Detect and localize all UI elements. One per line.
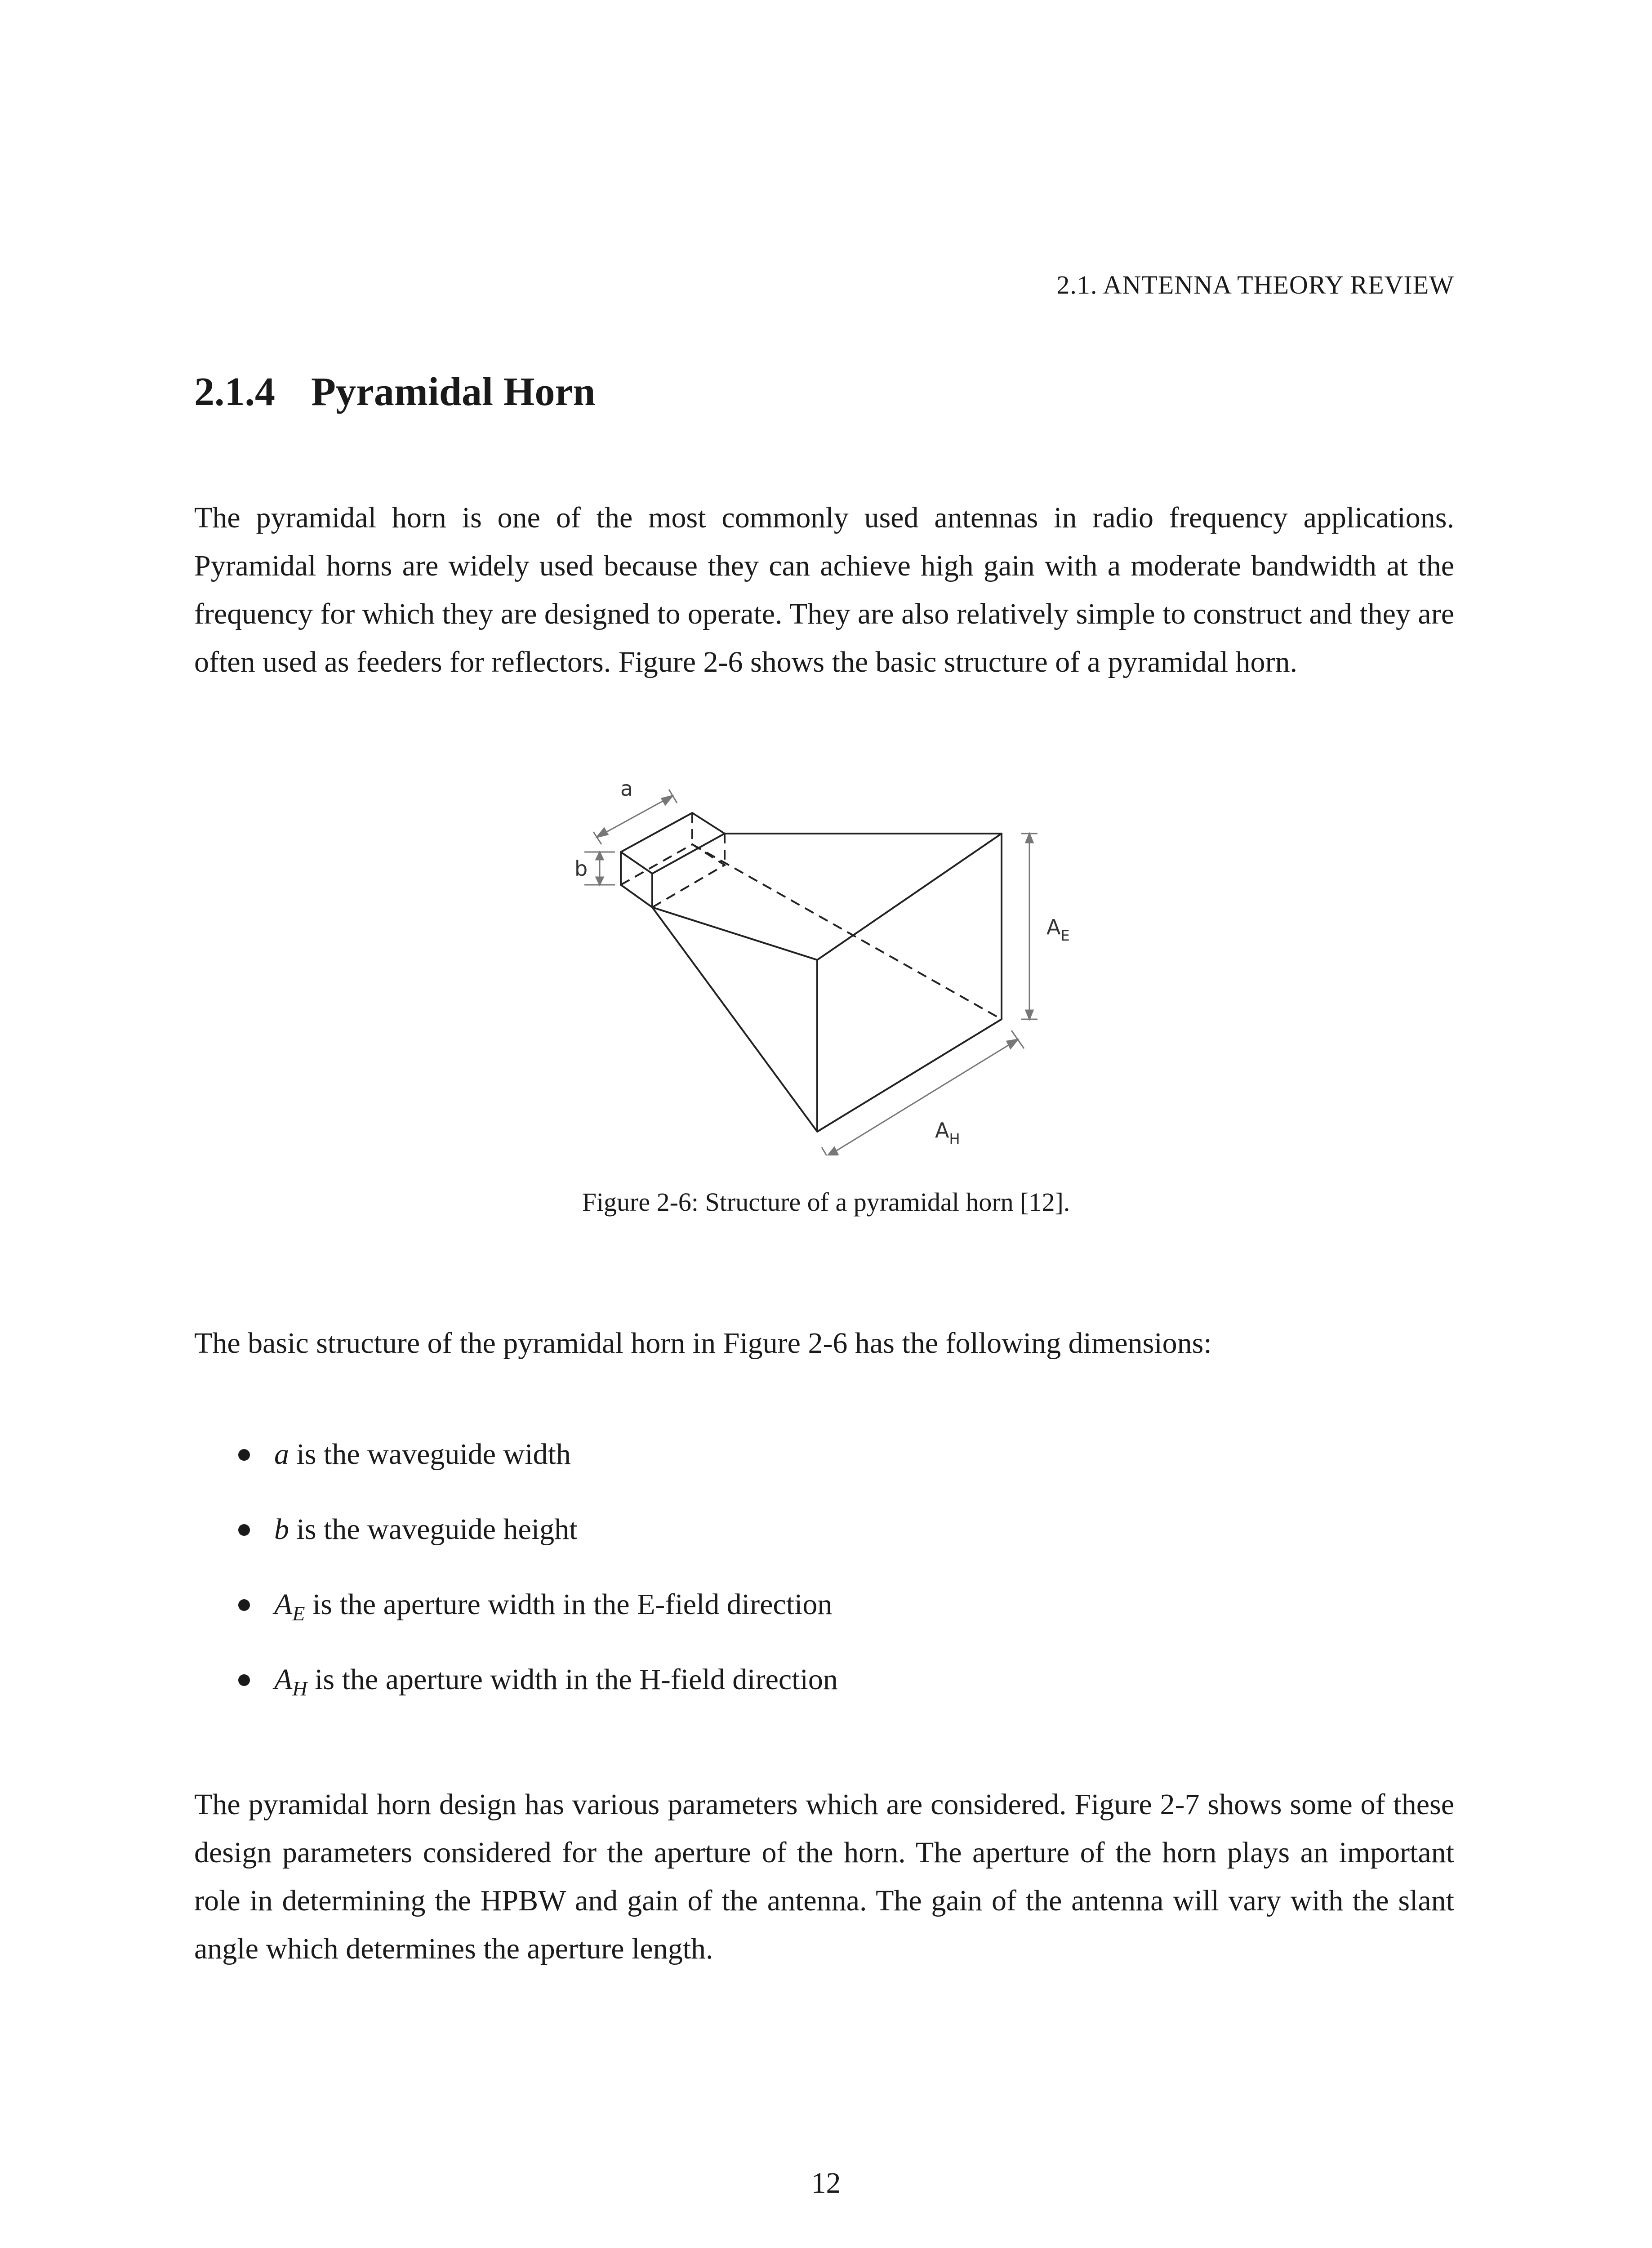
waveguide-outline [621, 813, 725, 907]
dimension-a-line [597, 796, 672, 837]
list-item [238, 1587, 838, 1662]
list-item [238, 1662, 838, 1737]
section-number: 2.1.4 [194, 370, 275, 414]
symbol: a [274, 1438, 289, 1471]
list-item [238, 1512, 838, 1587]
subscript: H [292, 1677, 307, 1700]
symbol: A [274, 1588, 293, 1621]
bullet [238, 1449, 250, 1461]
symbol: A [274, 1663, 293, 1696]
dimension-list [238, 1436, 838, 1737]
horn-outline [652, 834, 1002, 1132]
subscript: E [292, 1602, 305, 1625]
dimension-ae-label: AE [1046, 915, 1070, 944]
item-text: is the aperture width in the E-field direction [305, 1588, 833, 1621]
dimension-b-label: b [574, 856, 588, 881]
running-head: 2.1. ANTENNA THEORY REVIEW [1056, 270, 1454, 299]
symbol: b [274, 1513, 289, 1546]
section-title: Pyramidal Horn [311, 370, 596, 414]
dimension-ah-label: AH [935, 1118, 960, 1147]
intro-paragraph: The pyramidal horn is one of the most commonly used antennas in radio frequency applications. Pyramidal horns are widely used because they can achieve high gain with a moderate bandwidth at the frequency for which they are designed to operate. They are also relatively simple to construct and they are often used as feeders for reflectors. Figure 2-6 shows the basic structure of a pyramidal horn. [194, 501, 1454, 678]
pyramidal-horn-figure [566, 760, 1088, 1155]
bullet [238, 1674, 250, 1686]
page-number: 12 [811, 2167, 841, 2199]
list-item [238, 1436, 838, 1512]
dimension-ah-line [827, 1039, 1018, 1155]
section-heading [194, 369, 595, 415]
dimension-a-label: a [620, 776, 633, 801]
figure-caption: Figure 2-6: Structure of a pyramidal horn [12]. [582, 1187, 1070, 1217]
pyramidal-horn-diagram [566, 760, 1088, 1155]
dimensions-intro-paragraph: The basic structure of the pyramidal horn in Figure 2-6 has the following dimensions: [194, 1327, 1212, 1360]
design-paragraph: The pyramidal horn design has various parameters which are considered. Figure 2-7 shows some of these design parameters considered for the aperture of the horn. The aperture of the horn plays an important role in determining the HPBW and gain of the antenna. The gain of the antenna will vary with the slant angle which determines the aperture length. [194, 1788, 1454, 1965]
item-text: is the waveguide height [289, 1513, 578, 1546]
bullet [238, 1599, 250, 1611]
bullet [238, 1524, 250, 1536]
item-text: is the waveguide width [289, 1438, 571, 1471]
item-text: is the aperture width in the H-field direction [307, 1663, 838, 1696]
